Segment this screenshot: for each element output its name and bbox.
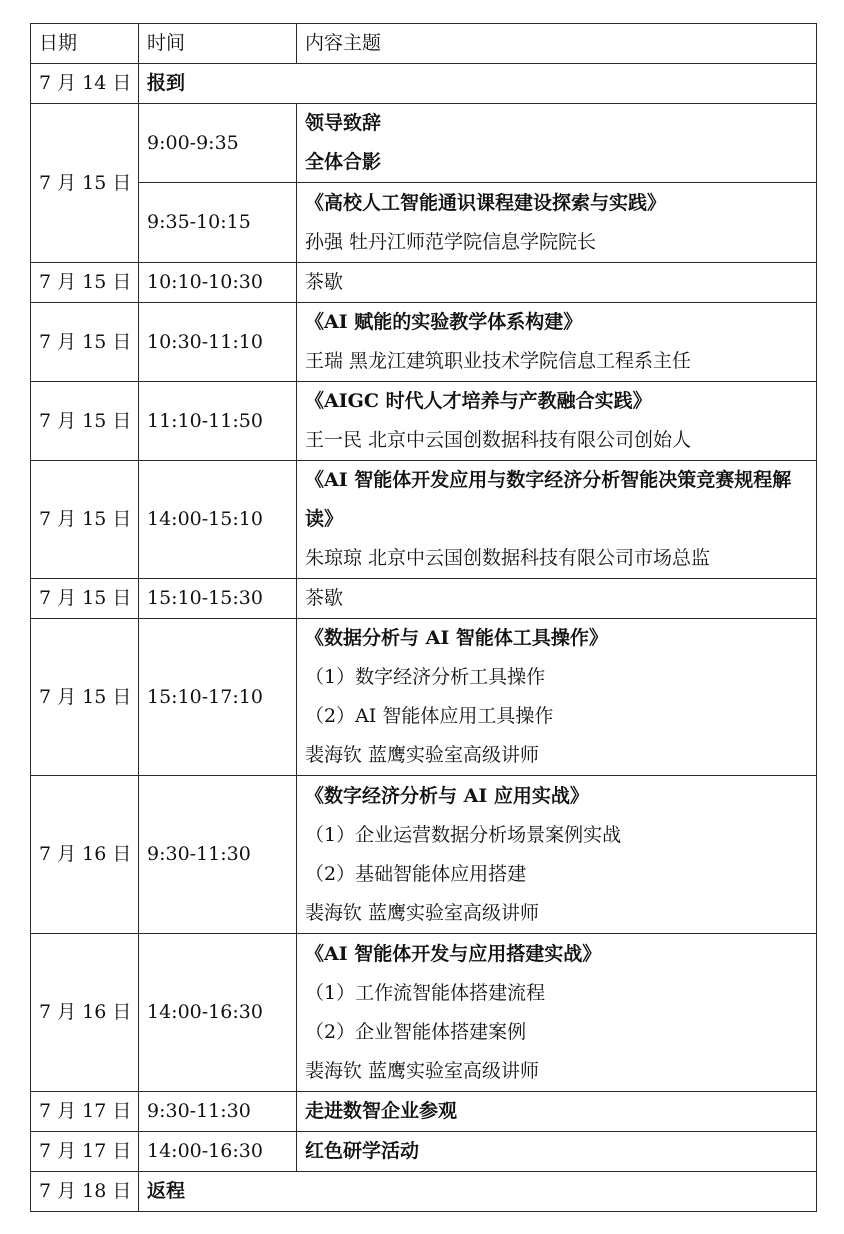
table-row <box>31 579 817 619</box>
content-cell <box>297 303 817 382</box>
header-content: 内容主题 <box>297 24 817 64</box>
content-line: 茶歇 <box>305 271 344 293</box>
content-cell <box>297 619 817 776</box>
date-cell: 7 月 15 日 <box>31 303 139 382</box>
content-cell <box>139 1172 817 1212</box>
table-row <box>31 263 817 303</box>
date-cell: 7 月 15 日 <box>31 461 139 579</box>
content-cell <box>297 461 817 579</box>
content-line: 领导致辞 <box>305 112 382 134</box>
date-cell: 7 月 15 日 <box>31 382 139 461</box>
date-cell: 7 月 15 日 <box>31 104 139 263</box>
content-line: 裴海钦 蓝鹰实验室高级讲师 <box>305 1059 540 1082</box>
content-line: 裴海钦 蓝鹰实验室高级讲师 <box>305 744 540 766</box>
table-row <box>31 1092 817 1132</box>
content-cell <box>297 382 817 461</box>
date-cell: 7 月 15 日 <box>31 263 139 303</box>
header-time: 时间 <box>139 24 297 64</box>
date-cell: 7 月 15 日 <box>31 619 139 776</box>
content-cell <box>297 104 817 183</box>
table-row <box>31 303 817 382</box>
table-row <box>31 619 817 776</box>
content-line: （1）数字经济分析工具操作 <box>305 666 546 688</box>
content-line: 返程 <box>147 1180 186 1202</box>
date-cell: 7 月 16 日 <box>31 934 139 1092</box>
table-row <box>31 461 817 579</box>
table-row <box>31 1132 817 1172</box>
header-row <box>31 24 817 64</box>
content-line: 《数字经济分析与 AI 应用实战》 <box>305 784 589 807</box>
table-row <box>31 64 817 104</box>
time-cell: 10:10-10:30 <box>139 263 297 303</box>
time-cell: 15:10-17:10 <box>139 619 297 776</box>
content-cell <box>297 579 817 619</box>
content-line: （1）工作流智能体搭建流程 <box>305 981 546 1004</box>
date-cell: 7 月 15 日 <box>31 579 139 619</box>
content-line: 全体合影 <box>305 151 382 173</box>
content-line: （1）企业运营数据分析场景案例实战 <box>305 823 622 846</box>
table-row <box>31 382 817 461</box>
content-line: 《AI 智能体开发与应用搭建实战》 <box>305 942 602 965</box>
header-date: 日期 <box>31 24 139 64</box>
content-cell <box>139 64 817 104</box>
table-row <box>31 776 817 934</box>
table-row <box>31 934 817 1092</box>
date-cell: 7 月 17 日 <box>31 1132 139 1172</box>
content-line: 《高校人工智能通识课程建设探索与实践》 <box>305 191 667 214</box>
content-cell <box>297 1092 817 1132</box>
content-line: 走进数智企业参观 <box>305 1100 458 1122</box>
content-line: 《AIGC 时代人才培养与产教融合实践》 <box>305 390 652 412</box>
date-cell: 7 月 17 日 <box>31 1092 139 1132</box>
table-row <box>31 183 817 263</box>
content-line: （2）AI 智能体应用工具操作 <box>305 705 554 727</box>
time-cell: 15:10-15:30 <box>139 579 297 619</box>
content-cell <box>297 776 817 934</box>
time-cell: 9:00-9:35 <box>139 104 297 183</box>
time-cell: 9:30-11:30 <box>139 776 297 934</box>
date-cell: 7 月 18 日 <box>31 1172 139 1212</box>
content-line: 王一民 北京中云国创数据科技有限公司创始人 <box>305 429 692 451</box>
content-cell <box>297 1132 817 1172</box>
content-line: 《AI 智能体开发应用与数字经济分析智能决策竞赛规程解读》 <box>305 469 792 530</box>
content-cell <box>297 263 817 303</box>
table-row <box>31 1172 817 1212</box>
date-cell: 7 月 16 日 <box>31 776 139 934</box>
content-line: 红色研学活动 <box>305 1140 420 1162</box>
time-cell: 14:00-15:10 <box>139 461 297 579</box>
content-line: 《AI 赋能的实验教学体系构建》 <box>305 311 583 333</box>
time-cell: 14:00-16:30 <box>139 1132 297 1172</box>
time-cell: 11:10-11:50 <box>139 382 297 461</box>
time-cell: 9:30-11:30 <box>139 1092 297 1132</box>
content-line: 朱琼琼 北京中云国创数据科技有限公司市场总监 <box>305 547 711 569</box>
time-cell: 10:30-11:10 <box>139 303 297 382</box>
content-line: 《数据分析与 AI 智能体工具操作》 <box>305 627 608 649</box>
time-cell: 14:00-16:30 <box>139 934 297 1092</box>
schedule-table <box>30 23 817 1212</box>
time-cell: 9:35-10:15 <box>139 183 297 263</box>
content-cell <box>297 934 817 1092</box>
content-line: 裴海钦 蓝鹰实验室高级讲师 <box>305 901 540 924</box>
content-line: （2）基础智能体应用搭建 <box>305 862 527 885</box>
content-cell <box>297 183 817 263</box>
content-line: 报到 <box>147 72 186 94</box>
content-line: 王瑞 黑龙江建筑职业技术学院信息工程系主任 <box>305 350 692 372</box>
date-cell: 7 月 14 日 <box>31 64 139 104</box>
content-line: （2）企业智能体搭建案例 <box>305 1020 527 1043</box>
content-line: 茶歇 <box>305 587 344 609</box>
table-row <box>31 104 817 183</box>
content-line: 孙强 牡丹江师范学院信息学院院长 <box>305 230 597 253</box>
